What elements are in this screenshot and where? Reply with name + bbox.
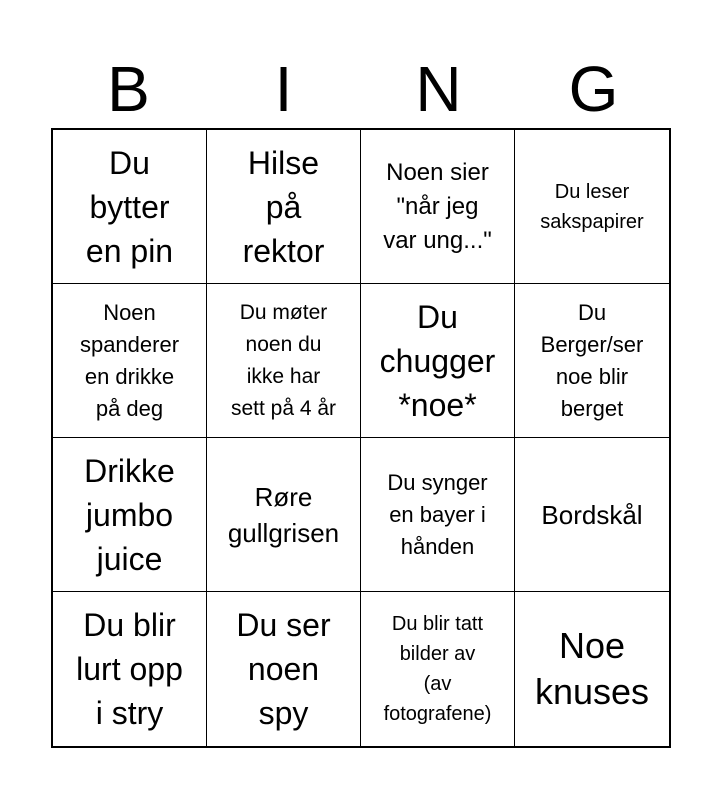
- bingo-cell-r1c3[interactable]: [361, 130, 515, 284]
- header-letter-n: N: [415, 53, 462, 125]
- bingo-cell-r4c4[interactable]: [515, 592, 669, 746]
- bingo-cell-text: Du leser sakspapirer: [540, 180, 644, 233]
- bingo-cell-text: Du blir tatt bilder av (av fotografene): [383, 613, 492, 725]
- bingo-cell-text: Du Berger/ser noe blir berget: [540, 299, 644, 421]
- bingo-cell-r3c2[interactable]: [207, 438, 361, 592]
- bingo-cell-r3c3[interactable]: [361, 438, 515, 592]
- bingo-cell-text: Du ser noen spy: [236, 607, 331, 731]
- bingo-cell-r4c3[interactable]: [361, 592, 515, 746]
- bingo-cell-text: Noe knuses: [534, 625, 650, 712]
- bingo-cell-text: Du bytter en pin: [85, 144, 174, 269]
- bingo-cell-text: Du synger en bayer i hånden: [387, 469, 488, 559]
- bingo-cell-r4c1[interactable]: [53, 592, 207, 746]
- bingo-cell-text: Du møter noen du ikke har sett på 4 år: [230, 300, 337, 420]
- bingo-cell-r2c4[interactable]: [515, 284, 669, 438]
- bingo-cell-text: Drikke jumbo juice: [84, 452, 175, 577]
- bingo-cell-r1c4[interactable]: [515, 130, 669, 284]
- bingo-cell-r4c2[interactable]: [207, 592, 361, 746]
- bingo-cell-r2c2[interactable]: [207, 284, 361, 438]
- bingo-cell-text: Noen sier "når jeg var ung...": [383, 158, 492, 254]
- bingo-cell-text: Du chugger *noe*: [379, 298, 496, 423]
- bingo-cell-r2c3[interactable]: [361, 284, 515, 438]
- bingo-header: [51, 50, 671, 128]
- bingo-cell-text: Hilse på rektor: [242, 144, 325, 269]
- bingo-cell-text: Noen spanderer en drikke på deg: [79, 299, 180, 421]
- bingo-cell-text: Du blir lurt opp i stry: [76, 607, 183, 731]
- header-letter-i: I: [274, 53, 293, 125]
- bingo-cell-r2c1[interactable]: [53, 284, 207, 438]
- header-letter-g: G: [568, 53, 619, 125]
- bingo-cell-r1c2[interactable]: [207, 130, 361, 284]
- header-letter-b: B: [107, 53, 150, 125]
- bingo-cell-text: Røre gullgrisen: [227, 481, 340, 548]
- bingo-cell-r3c1[interactable]: [53, 438, 207, 592]
- bingo-cell-r1c1[interactable]: [53, 130, 207, 284]
- bingo-cell-text: Bordskål: [541, 499, 643, 530]
- bingo-board: [51, 128, 671, 748]
- bingo-cell-r3c4[interactable]: [515, 438, 669, 592]
